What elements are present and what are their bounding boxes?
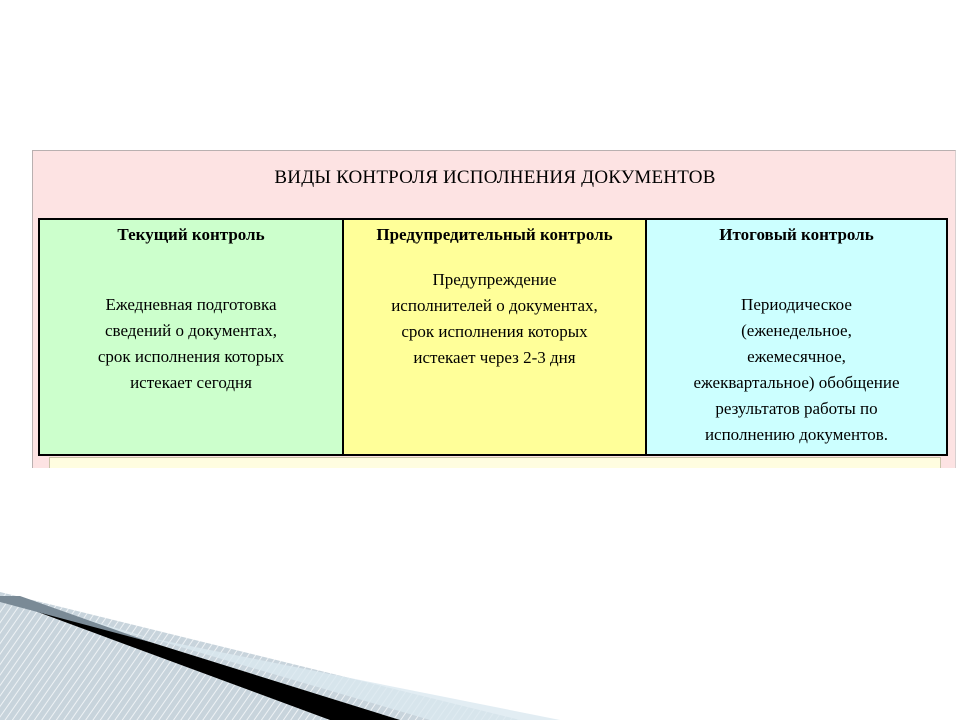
column-current-control [40, 220, 342, 454]
column-description: Ежедневная подготовка сведений о документах, срок исполнения которых истекает сегодня [97, 295, 285, 392]
column-description: Предупреждение исполнителей о документах, срок исполнения которых истекает через 2-3 дня [391, 270, 598, 367]
diagram-title: ВИДЫ КОНТРОЛЯ ИСПОЛНЕНИЯ ДОКУМЕНТОВ [274, 167, 716, 188]
column-final-control [645, 220, 946, 454]
column-title: Итоговый контроль [719, 225, 874, 244]
lower-box [49, 457, 941, 468]
column-title: Текущий контроль [117, 225, 265, 244]
control-types-diagram [32, 150, 956, 468]
decorative-ribbon [0, 580, 960, 720]
column-preventive-control [342, 220, 645, 454]
control-types-columns [38, 218, 948, 456]
column-title: Предупредительный контроль [376, 225, 613, 244]
column-description: Периодическое (еженедельное, ежемесячное, ежеквартальное) обобщение результатов работы по исполнению документов. [693, 295, 900, 444]
